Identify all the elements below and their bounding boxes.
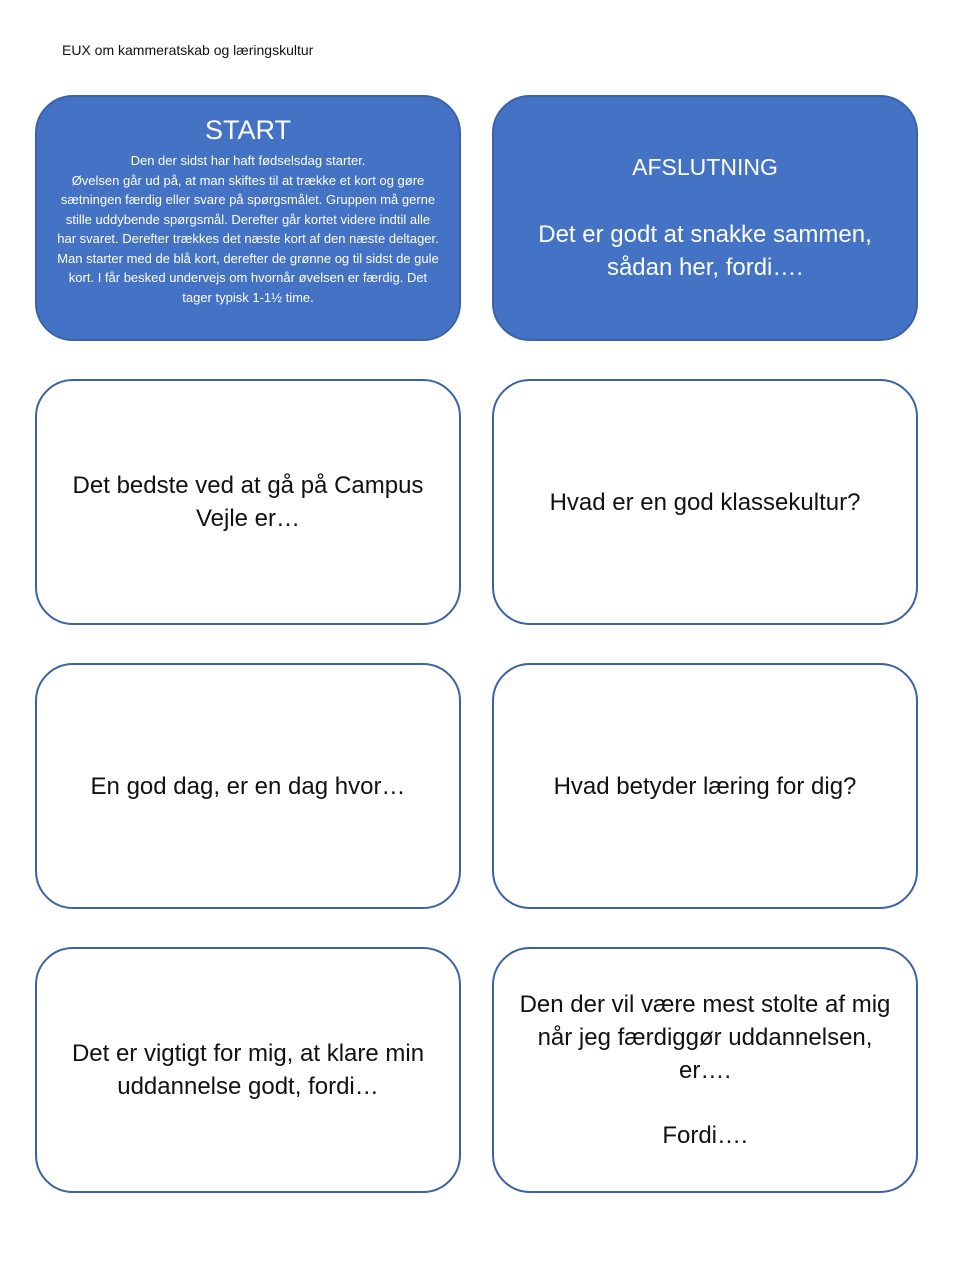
question-card (35, 947, 461, 1193)
start-card-title: START (204, 115, 291, 145)
question-card (35, 379, 461, 625)
question-card-text: Det bedste ved at gå på Campus Vejle er… (72, 472, 424, 532)
question-card (492, 663, 918, 909)
question-card (492, 379, 918, 625)
question-card (35, 663, 461, 909)
start-card-line: Den der sidst har haft fødselsdag starter. (130, 153, 366, 168)
start-card (35, 95, 461, 341)
end-card-title: AFSLUTNING (632, 154, 778, 180)
question-card (492, 947, 918, 1193)
question-card-text: Hvad er en god klassekultur? (549, 488, 861, 516)
document-header: EUX om kammeratskab og læringskultur (62, 42, 314, 58)
start-card-line: Man starter med de blå kort, derefter de grønne og til sidst de gule kort. I får besked undervejs om hvornår øvelsen er færdig. Det tager typisk 1-1½ time. (57, 250, 439, 305)
question-card-text: Den der vil være mest stolte af mig når jeg færdiggør uddannelsen, er…. (519, 991, 891, 1084)
start-card-body (55, 151, 441, 307)
end-card (492, 95, 918, 341)
question-card-followup: Fordi…. (662, 1122, 748, 1149)
question-card-text: En god dag, er en dag hvor… (90, 772, 406, 800)
start-card-line: Øvelsen går ud på, at man skiftes til at trække et kort og gøre sætningen færdig eller svare på spørgsmålet. Gruppen må gerne stille uddybende spørgsmål. Derefter går kortet videre indtil alle har svaret. Derefter trækkes det næste kort af den næste deltager. (57, 172, 439, 246)
question-card-text: Det er vigtigt for mig, at klare min uddannelse godt, fordi… (71, 1040, 425, 1100)
end-card-body: Det er godt at snakke sammen, sådan her, fordi…. (538, 221, 872, 281)
question-card-text: Hvad betyder læring for dig? (553, 772, 857, 800)
